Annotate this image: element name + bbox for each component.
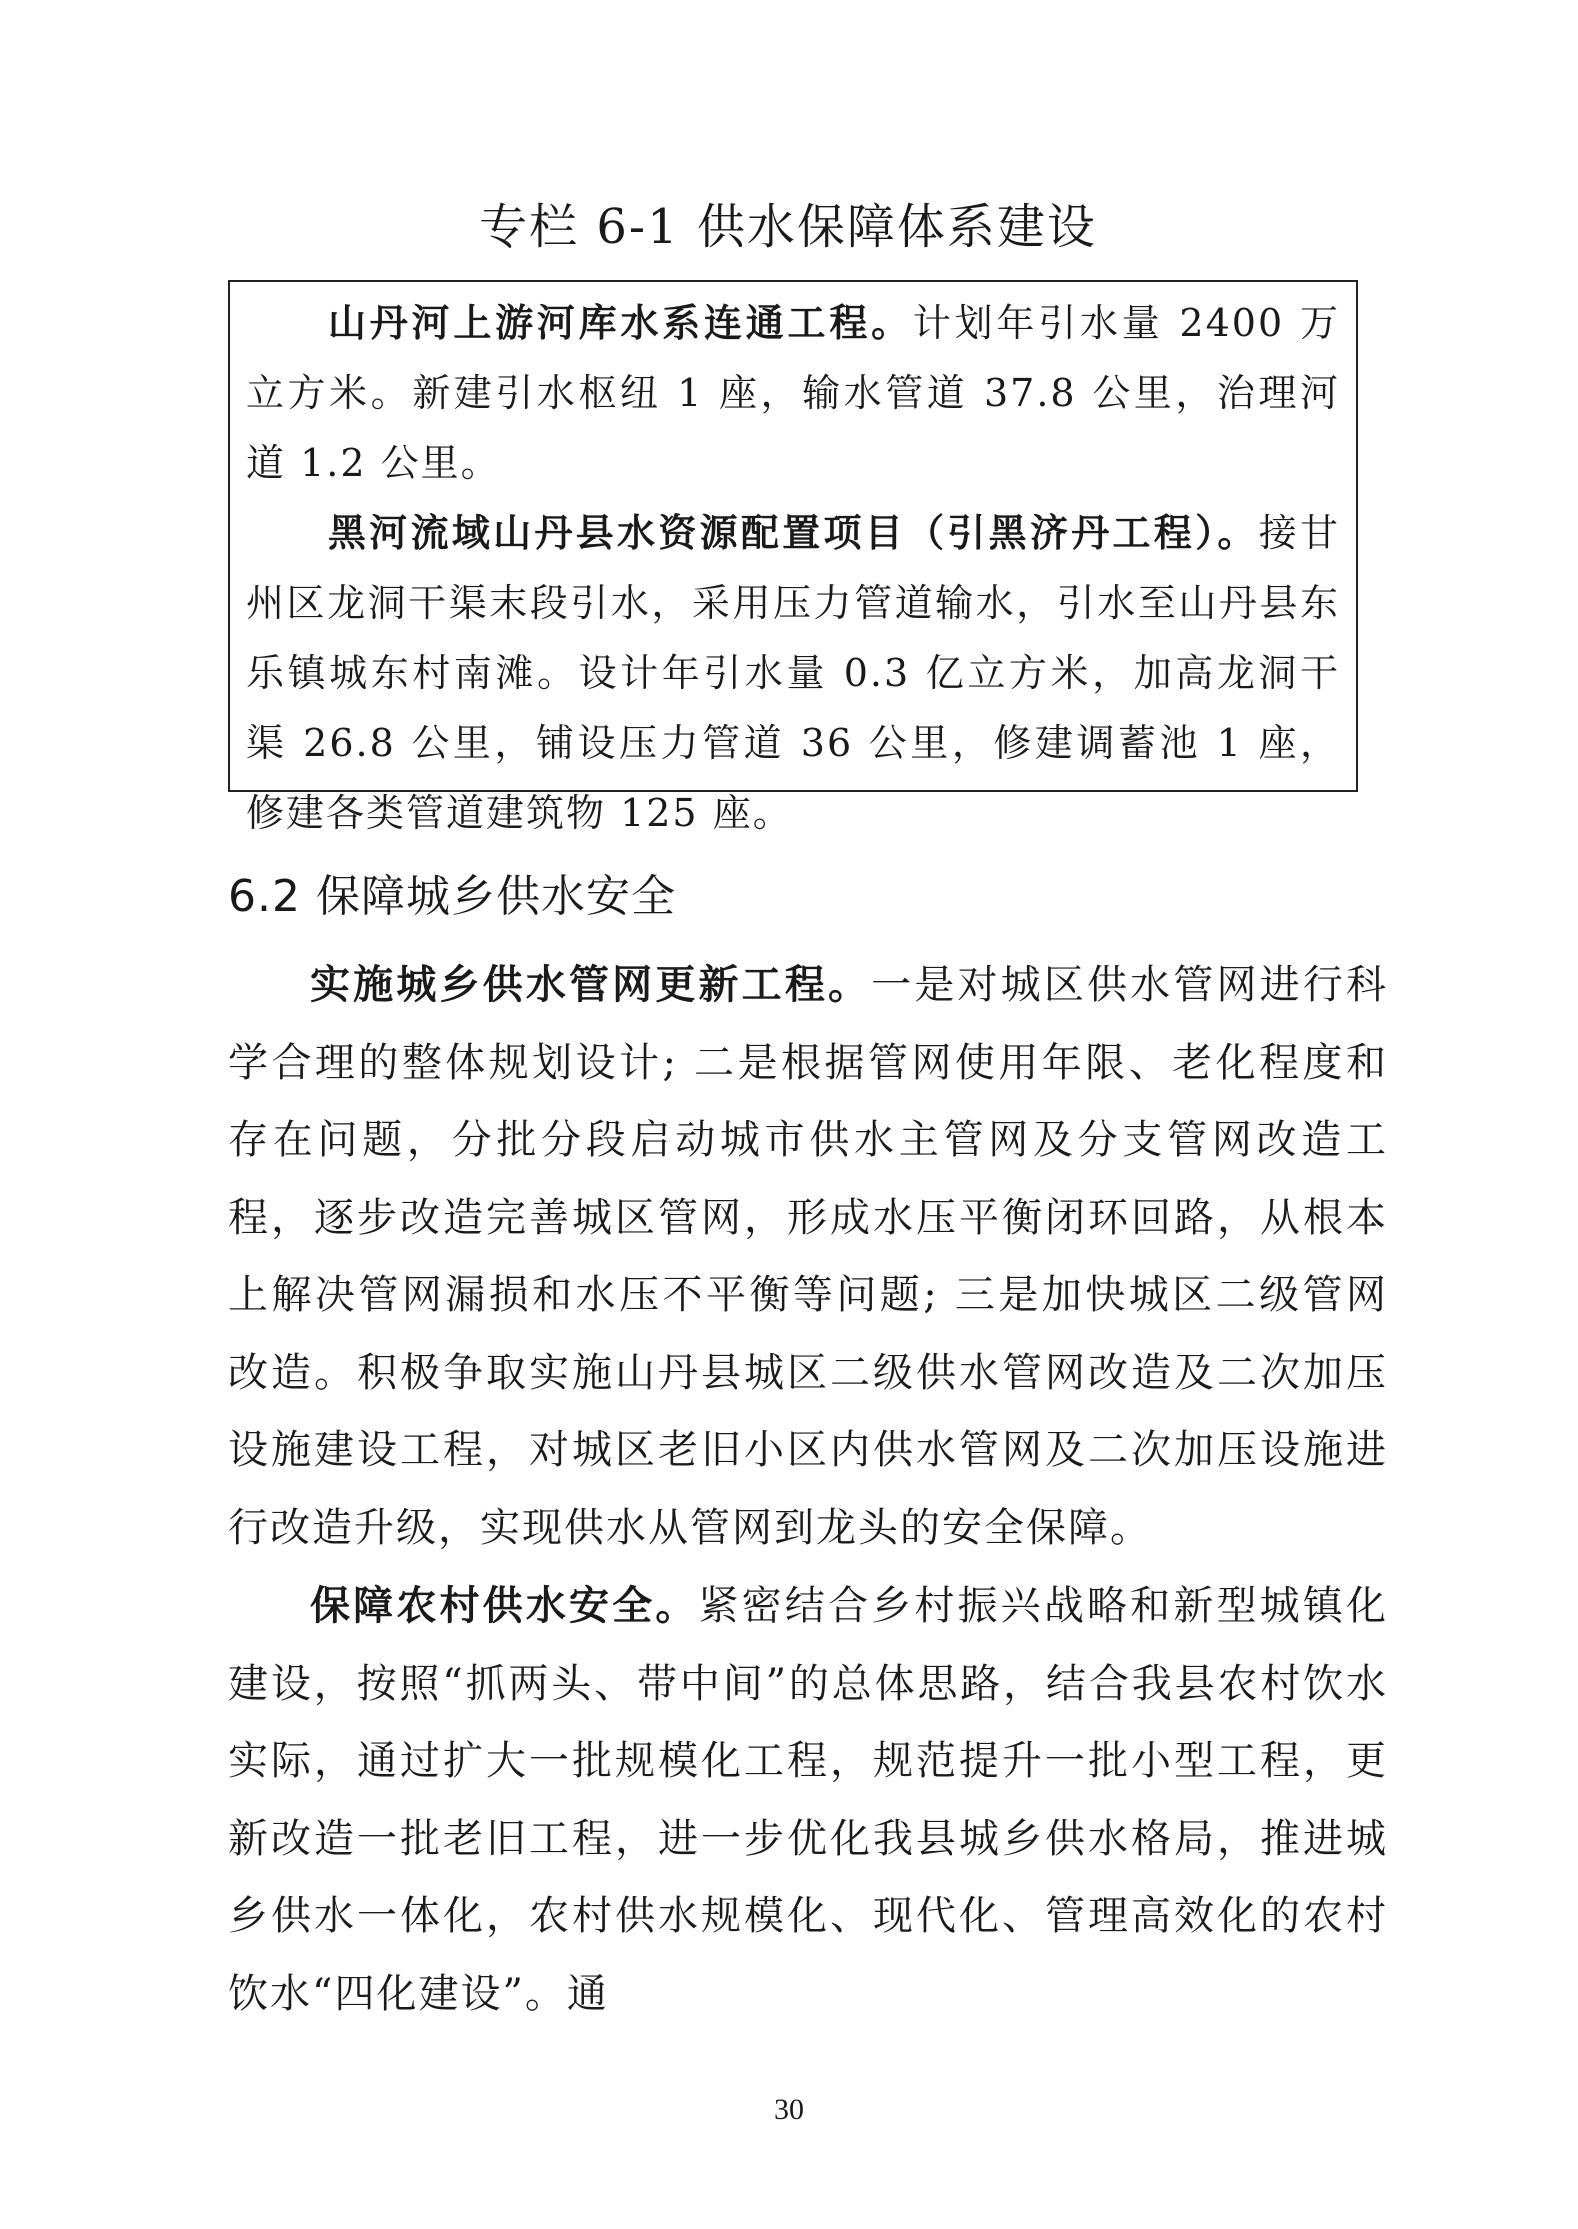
- box-paragraph-2-lead: 黑河流域山丹县水资源配置项目（引黑济丹工程）。: [328, 510, 1259, 555]
- box-paragraph-2-text: 接甘州区龙洞干渠末段引水，采用压力管道输水，引水至山丹县东乐镇城东村南滩。设计年引水量 0.3 亿立方米，加高龙洞干渠 26.8 公里，铺设压力管道 36 公里，修建调蓄池 1 座，修建各类管道建筑物 125 座。: [246, 511, 1340, 835]
- box-paragraph-1-text: 计划年引水量 2400 万立方米。新建引水枢纽 1 座，输水管道 37.8 公里，治理河道 1.2 公里。: [246, 301, 1340, 485]
- section-body: [228, 946, 1388, 2033]
- body-paragraph-1: [228, 946, 1388, 1567]
- body-paragraph-2-lead: 保障农村供水安全。: [310, 1582, 699, 1629]
- column-box: [228, 280, 1358, 835]
- page-number: 30: [774, 2093, 804, 2126]
- body-paragraph-2: [228, 1567, 1388, 2033]
- body-paragraph-1-text: 一是对城区供水管网进行科学合理的整体规划设计; 二是根据管网使用年限、老化程度和存在问题，分批分段启动城市供水主管网及分支管网改造工程，逐步改造完善城区管网，形成水压平衡闭环回路，从根本上解决管网漏损和水压不平衡等问题; 三是加快城区二级管网改造。积极争取实施山丹县城区二级供水管网改造及二次加压设施建设工程，对城区老旧小区内供水管网及二次加压设施进行改造升级，实现供水从管网到龙头的安全保障。: [228, 962, 1389, 1551]
- column-box-title: 专栏 6-1 供水保障体系建设: [479, 199, 1097, 255]
- box-paragraph-2: [246, 498, 1340, 848]
- body-paragraph-2-text: 紧密结合乡村振兴战略和新型城镇化建设，按照“抓两头、带中间”的总体思路，结合我县农村饮水实际，通过扩大一批规模化工程，规范提升一批小型工程，更新改造一批老旧工程，进一步优化我县城乡供水格局，推进城乡供水一体化，农村供水规模化、现代化、管理高效化的农村饮水“四化建设”。通: [228, 1583, 1388, 2017]
- box-paragraph-1-lead: 山丹河上游河库水系连通工程。: [328, 300, 913, 345]
- box-paragraph-1: [246, 288, 1340, 498]
- section-heading: 6.2 保障城乡供水安全: [228, 871, 676, 922]
- body-paragraph-1-lead: 实施城乡供水管网更新工程。: [310, 961, 872, 1008]
